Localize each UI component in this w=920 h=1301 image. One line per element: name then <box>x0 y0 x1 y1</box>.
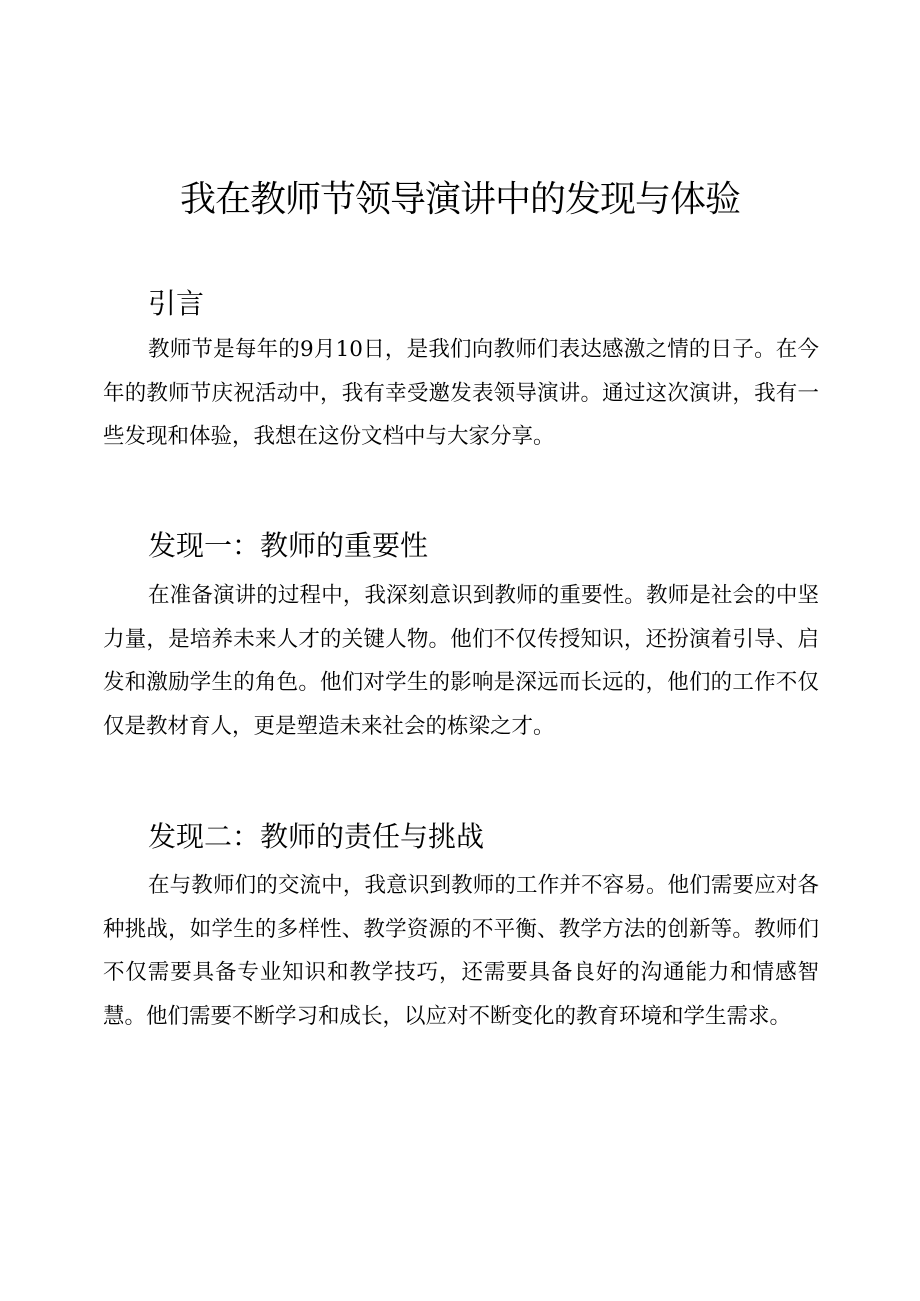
section-heading-discovery-2: 发现二：教师的责任与挑战 <box>148 820 485 853</box>
section-heading-discovery-1: 发现一：教师的重要性 <box>148 529 429 562</box>
section-paragraph-intro: 教师节是每年的9月10日，是我们向教师们表达感激之情的日子。在今年的教师节庆祝活动中，我有幸受邀发表领导演讲。通过这次演讲，我有一些发现和体验，我想在这份文档中与大家分享。 <box>103 337 819 449</box>
section-paragraph-discovery-1: 在准备演讲的过程中，我深刻意识到教师的重要性。教师是社会的中坚力量，是培养未来人才的关键人物。他们不仅传授知识，还扮演着引导、启发和激励学生的角色。他们对学生的影响是深远而长远的，他们的工作不仅仅是教材育人，更是塑造未来社会的栋梁之才。 <box>103 583 819 739</box>
section-heading-intro: 引言 <box>148 287 205 320</box>
page-title: 我在教师节领导演讲中的发现与体验 <box>179 179 740 220</box>
section-paragraph-discovery-2: 在与教师们的交流中，我意识到教师的工作并不容易。他们需要应对各种挑战，如学生的多样性、教学资源的不平衡、教学方法的创新等。教师们不仅需要具备专业知识和教学技巧，还需要具备良好的沟通能力和情感智慧。他们需要不断学习和成长，以应对不断变化的教育环境和学生需求。 <box>103 873 819 1029</box>
